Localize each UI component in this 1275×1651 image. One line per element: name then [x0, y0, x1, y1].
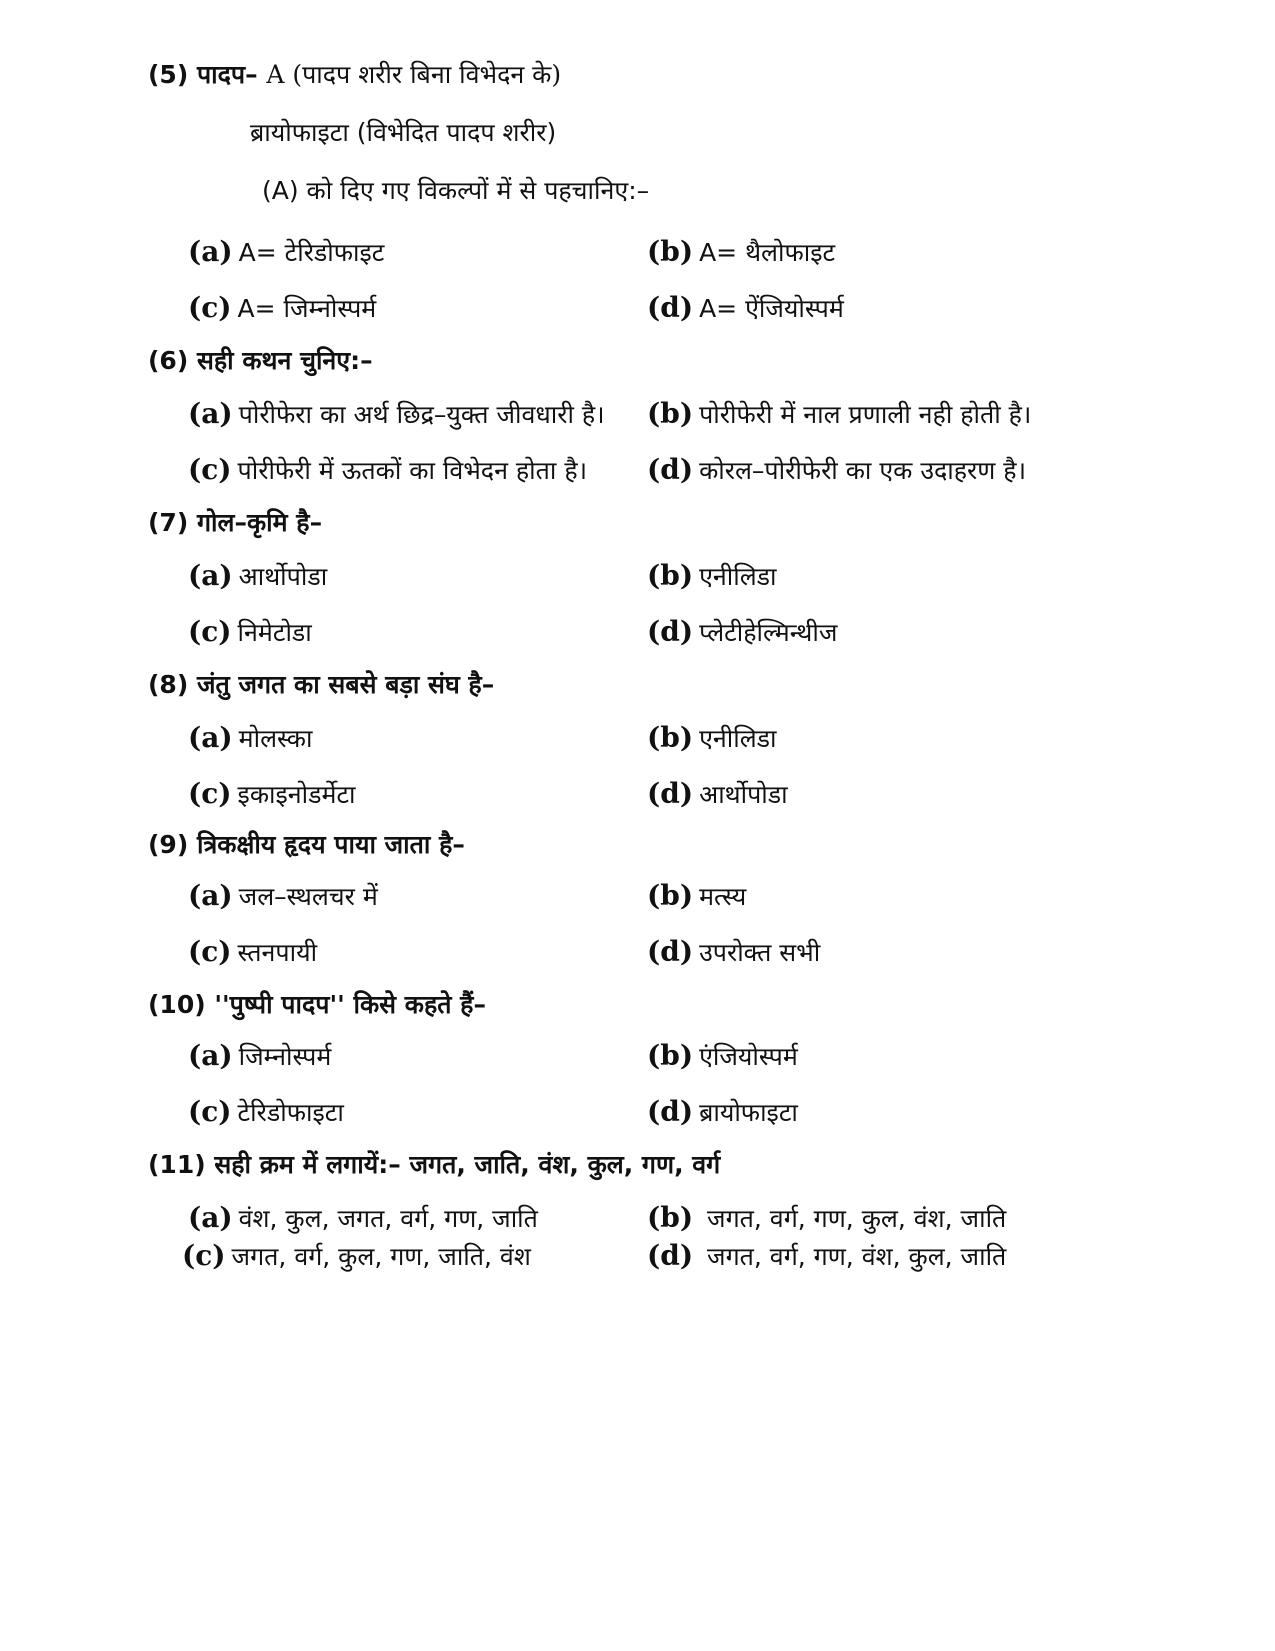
option-text: आर्थोपोडा [699, 780, 788, 809]
option-text: जगत, वर्ग, कुल, गण, जाति, वंश [231, 1242, 531, 1271]
question-7-stem [148, 510, 322, 535]
question-7-option-b[interactable] [647, 559, 777, 592]
question-9-option-b[interactable] [647, 879, 747, 912]
question-number: (7) [148, 508, 189, 537]
question-7-option-d[interactable] [647, 615, 838, 648]
option-label: (c) [188, 453, 232, 486]
option-label: (a) [188, 1201, 233, 1234]
question-5-line-2: (A) को दिए गए विकल्पों में से पहचानिए:– [262, 176, 650, 205]
option-text: आर्थोपोडा [238, 562, 328, 591]
question-9-option-c[interactable] [188, 935, 318, 968]
question-6-option-c[interactable] [188, 453, 588, 486]
option-label: (c) [188, 291, 232, 324]
option-label: (d) [647, 615, 694, 648]
question-text: सही कथन चुनिए:– [196, 346, 373, 375]
question-6-option-b[interactable] [647, 397, 1032, 430]
question-9-option-a[interactable] [188, 879, 378, 912]
question-number: (11) [148, 1150, 206, 1179]
question-text: जंतु जगत का सबसे बड़ा संघ है– [196, 670, 495, 699]
question-9-stem [148, 832, 465, 857]
question-6-option-a[interactable] [188, 397, 605, 430]
option-text: पोरीफेरा का अर्थ छिद्र–युक्त जीवधारी है। [238, 400, 605, 429]
question-8-option-c[interactable] [188, 777, 356, 810]
question-text: पादप– [196, 60, 258, 89]
option-text: पोरीफेरी में ऊतकों का विभेदन होता है। [237, 456, 588, 485]
option-text: A= थैलोफाइट [699, 238, 836, 267]
question-8-option-d[interactable] [647, 777, 788, 810]
option-label: (a) [188, 879, 233, 912]
question-7-option-c[interactable] [188, 615, 312, 648]
option-label: (d) [647, 1095, 694, 1128]
option-label: (c) [182, 1239, 226, 1272]
option-text: स्तनपायी [237, 938, 318, 967]
option-label: (b) [647, 559, 694, 592]
question-text: सही क्रम में लगायें:– जगत, जाति, वंश, कुल, गण, वर्ग [214, 1150, 721, 1179]
option-label: (b) [647, 879, 694, 912]
question-number: (5) [148, 60, 189, 89]
option-text: कोरल–पोरीफेरी का एक उदाहरण है। [699, 456, 1027, 485]
question-11-stem [148, 1152, 720, 1177]
option-label: (d) [647, 777, 694, 810]
option-text: मत्स्य [699, 882, 747, 911]
option-text: जगत, वर्ग, गण, कुल, वंश, जाति [699, 1204, 1007, 1233]
option-label: (a) [188, 397, 233, 430]
question-number: (6) [148, 346, 189, 375]
option-text: मोलस्का [238, 724, 313, 753]
question-5-line-1: ब्रायोफाइटा (विभेदित पादप शरीर) [250, 118, 557, 147]
option-text: जिम्नोस्पर्म [238, 1042, 332, 1071]
option-label: (b) [647, 721, 694, 754]
option-label: (a) [188, 1039, 233, 1072]
option-text: A= जिम्नोस्पर्म [237, 294, 377, 323]
question-11-option-a[interactable] [188, 1201, 538, 1234]
question-text: त्रिकक्षीय हृदय पाया जाता है– [196, 830, 465, 859]
option-label: (a) [188, 559, 233, 592]
option-label: (a) [188, 721, 233, 754]
option-text: टेरिडोफाइटा [237, 1098, 344, 1127]
option-text: A= ऐंजियोस्पर्म [699, 294, 844, 323]
question-11-option-b[interactable] [647, 1201, 1007, 1234]
option-text: एंजियोस्पर्म [699, 1042, 798, 1071]
option-text: A= टेरिडोफाइट [238, 238, 385, 267]
question-text: गोल–कृमि है– [196, 508, 323, 537]
question-number: (10) [148, 990, 206, 1019]
option-text: इकाइनोडर्मेटा [237, 780, 356, 809]
option-label: (c) [188, 935, 232, 968]
option-label: (d) [647, 1239, 694, 1272]
option-text: प्लेटीहेल्मिन्थीज [699, 618, 838, 647]
question-8-stem [148, 672, 494, 697]
question-6-option-d[interactable] [647, 453, 1027, 486]
question-text-rest: A (पादप शरीर बिना विभेदन के) [266, 60, 562, 89]
option-label: (a) [188, 235, 233, 268]
option-label: (d) [647, 291, 694, 324]
option-label: (b) [647, 1201, 694, 1234]
question-11-option-c[interactable] [182, 1239, 531, 1272]
question-number: (8) [148, 670, 189, 699]
question-10-stem [148, 992, 486, 1017]
option-text: एनीलिडा [699, 724, 777, 753]
option-label: (c) [188, 615, 232, 648]
question-text: ''पुष्पी पादप'' किसे कहते हैं– [214, 990, 486, 1019]
question-8-option-b[interactable] [647, 721, 777, 754]
option-label: (d) [647, 453, 694, 486]
question-10-option-d[interactable] [647, 1095, 798, 1128]
question-10-option-c[interactable] [188, 1095, 344, 1128]
option-text: उपरोक्त सभी [699, 938, 821, 967]
question-5-stem [148, 62, 561, 87]
question-5-option-c[interactable] [188, 291, 377, 324]
option-label: (c) [188, 1095, 232, 1128]
option-label: (c) [188, 777, 232, 810]
option-label: (b) [647, 235, 694, 268]
question-5-option-a[interactable] [188, 235, 385, 268]
option-text: पोरीफेरी में नाल प्रणाली नही होती है। [699, 400, 1032, 429]
question-10-option-a[interactable] [188, 1039, 332, 1072]
option-label: (b) [647, 1039, 694, 1072]
option-label: (b) [647, 397, 694, 430]
option-text: निमेटोडा [237, 618, 312, 647]
question-7-option-a[interactable] [188, 559, 328, 592]
option-text: एनीलिडा [699, 562, 777, 591]
option-text: ब्रायोफाइटा [699, 1098, 798, 1127]
question-number: (9) [148, 830, 189, 859]
option-text: वंश, कुल, जगत, वर्ग, गण, जाति [238, 1204, 538, 1233]
option-text: जगत, वर्ग, गण, वंश, कुल, जाति [699, 1242, 1007, 1271]
option-text: जल–स्थलचर में [238, 882, 378, 911]
question-11-option-d[interactable] [647, 1239, 1007, 1272]
question-5-option-b[interactable] [647, 235, 836, 268]
option-label: (d) [647, 935, 694, 968]
question-8-option-a[interactable] [188, 721, 313, 754]
question-9-option-d[interactable] [647, 935, 821, 968]
question-6-stem [148, 348, 373, 373]
question-10-option-b[interactable] [647, 1039, 798, 1072]
question-5-option-d[interactable] [647, 291, 844, 324]
